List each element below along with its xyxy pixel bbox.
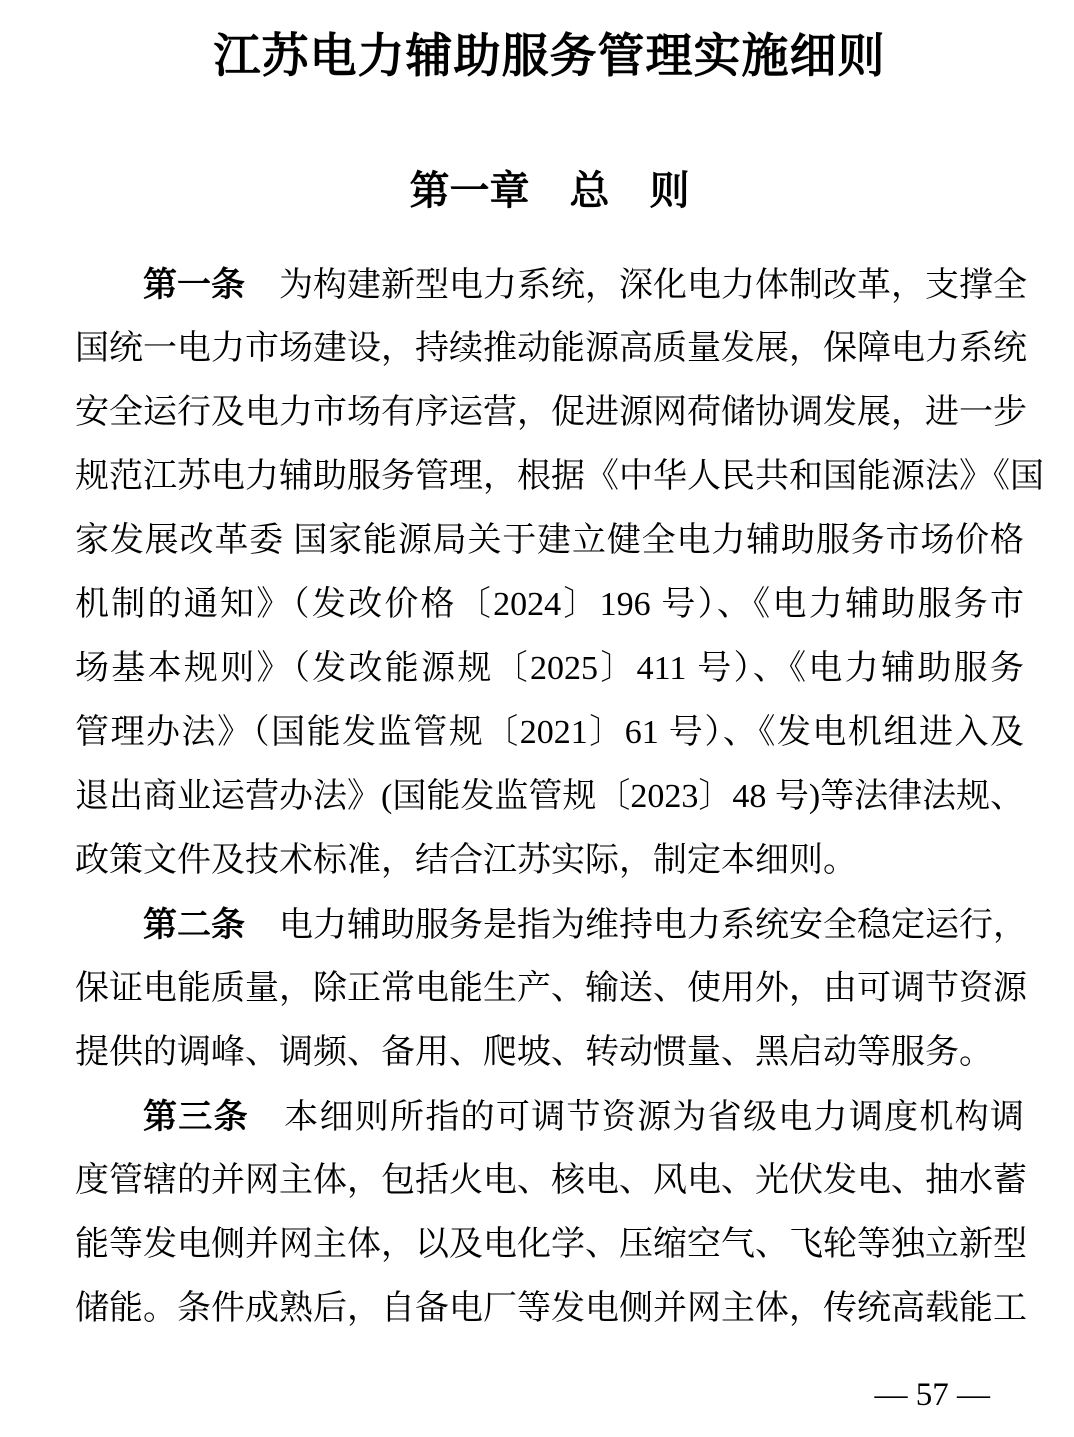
article-lead: 第二条	[143, 905, 245, 944]
text-line: 国统一电力市场建设，持续推动能源高质量发展，保障电力系统	[75, 329, 1027, 367]
text-line: 家发展改革委 国家能源局关于建立健全电力辅助服务市场价格	[75, 521, 1024, 559]
chapter-heading: 第一章 总 则	[409, 168, 690, 213]
text-line: 安全运行及电力市场有序运营，促进源网荷储协调发展，进一步	[75, 393, 1027, 431]
text-line: 储能。条件成熟后，自备电厂等发电侧并网主体，传统高载能工	[75, 1289, 1027, 1327]
text-line: 政策文件及技术标准，结合江苏实际，制定本细则。	[75, 841, 857, 879]
text-line: 退出商业运营办法》(国能发监管规〔2023〕48 号)等法律法规、	[75, 777, 1025, 815]
text-line: 能等发电侧并网主体，以及电化学、压缩空气、飞轮等独立新型	[75, 1225, 1027, 1263]
text-line: 第一条 为构建新型电力系统，深化电力体制改革，支撑全	[143, 265, 1027, 304]
page-number: — 57 —	[874, 1377, 990, 1413]
text-line: 规范江苏电力辅助服务管理，根据《中华人民共和国能源法》《国	[75, 457, 1044, 495]
text-line: 保证电能质量，除正常电能生产、输送、使用外，由可调节资源	[75, 969, 1027, 1007]
text-line: 第三条 本细则所指的可调节资源为省级电力调度机构调	[143, 1097, 1024, 1136]
text-line: 第二条 电力辅助服务是指为维持电力系统安全稳定运行，	[143, 905, 1027, 944]
text-line: 场基本规则》（发改能源规〔2025〕411 号）、《电力辅助服务	[75, 649, 1024, 687]
document-title: 江苏电力辅助服务管理实施细则	[213, 31, 886, 83]
text-line: 度管辖的并网主体，包括火电、核电、风电、光伏发电、抽水蓄	[75, 1161, 1027, 1199]
document-body	[75, 253, 1044, 1341]
article-lead: 第一条	[143, 265, 245, 304]
text-line: 机制的通知》（发改价格〔2024〕196 号）、《电力辅助服务市	[75, 585, 1024, 623]
text-line: 提供的调峰、调频、备用、爬坡、转动惯量、黑启动等服务。	[75, 1033, 993, 1071]
text-line: 管理办法》（国能发监管规〔2021〕61 号）、《发电机组进入及	[75, 713, 1024, 751]
article-lead: 第三条	[143, 1097, 249, 1136]
